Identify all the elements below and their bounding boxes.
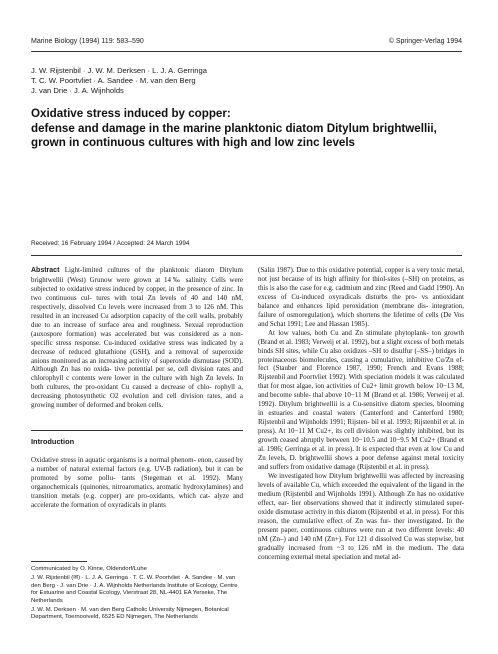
- author-line: J. van Drie · J. A. Wijnholds: [31, 86, 124, 96]
- introduction-body: [31, 456, 243, 510]
- copyright: © Springer-Verlag 1994: [388, 38, 462, 45]
- introduction-paragraph: Oxidative stress in aquatic organisms is a normal phenom- enon, caused by a number of natural external factors (e.g. UV-B radiation), but it can be promoted by some pollu- tants (Stegeman et al. 1992). Many organochemicals (quinones, nitroaromatics, aromatic hydroxylamines) and transition metals (e.g. copper) are pro-oxidants, which cat- alyze and accelerate the formation of oxyradicals in plants: [31, 456, 244, 509]
- affiliation-nioo: J. W. Rijstenbil (✉) · L. J. A. Gerringa · T. C. W. Poortvliet · A. Sandee · M. van den Berg · J. van Drie · J. A. Wijnholds Netherlands Institute of Ecology, Centre for Estuarine and Coastal Ecology, Vierstraat 28, NL-4401 EA Yerseke, The Netherlands: [31, 575, 238, 604]
- abstract-text: Abstract Light-limited cultures of the planktonic diatom Ditylum brightwellii (West) Grunow were grown at 14‰ salinity. Cells were subjected to oxidative stress induced by copper, in the presence of zinc. In two continuous cul- tures with total Zn levels of 40 and 140 nM, respectively, dissolved Cu levels were increased from 3 to 126 nM. This resulted in an increased Cu adsorption capacity of the cell walls, probably due to an increase of surface area and roughness. Sexual reproduction (auxospore formation) was accelerated but was considered as a non-specific stress response. Cu-induced oxidative stress was indicated by a decrease of reduced glutathione (GSH), and a removal of superoxide anions monitored as an increasing activity of superoxide dismutase (SOD). Although Zn has no oxida- tive potential per se, cell division rates and chlorophyll c contents were lower in the culture with high Zn levels. In both cultures, the pro-oxidant Cu caused a decrease of chlo- rophyll a, decreasing photosynthetic O2 evolution and cell division rates, and a growing number of deformed and broken cells.: [31, 266, 244, 410]
- communicated-by: Communicated by O. Kinne, Oldendorf/Luhe: [31, 566, 147, 572]
- header-rule: [31, 51, 462, 52]
- title-line: defense and damage in the marine planktonic diatom Ditylum brightwellii,: [31, 121, 437, 135]
- journal-citation: Marine Biology (1994) 119: 583–590: [31, 38, 144, 45]
- title-line: Oxidative stress induced by copper:: [31, 107, 231, 120]
- right-column: [258, 266, 464, 561]
- abstract-label: Abstract: [31, 267, 60, 274]
- article-title: [31, 107, 471, 151]
- affiliation-nijmegen: J. W. M. Derksen · M. van den Berg Catholic University Nijmegen, Botanical Department, Toernooiveld, 6525 ED Nijmegen, The Netherlands: [31, 607, 229, 621]
- right-paragraph-3: We investigated how Ditylum brightwellii was affected by increasing levels of available Cu, which exceeded the equivalent of the ligand in the medium (Rijstenbil and Wijnholds 1991). Although Zn has no oxidative effect, ear- lier observations showed that it indirectly stimulated super- oxide dismutase activity in this diatom (Rijstenbil et al. in press). For this reason, the cumulative effect of Zn was fur- ther investigated. In the present paper, continuous cultures were run at two different levels: 40 nM (Zn–) and 140 nM (Zn+). For 121 d dissolved Cu was stepwise, but gradually increased from ~3 to 126 nM in the medium. The data concerning external metal speciation and metal ad-: [258, 471, 465, 561]
- introduction-heading: Introduction: [31, 437, 75, 446]
- author-line: J. W. Rijstenbil · J. W. M. Derksen · L. J. A. Gerringa: [31, 66, 207, 75]
- abstract: [31, 266, 243, 410]
- author-line: T. C. W. Poortvliet · A. Sandee · M. van den Berg: [31, 76, 196, 86]
- received-dates: Received: 16 February 1994 / Accepted: 24 March 1994: [31, 240, 190, 247]
- author-list: [31, 66, 207, 97]
- abstract-rule: [31, 255, 462, 256]
- title-line: grown in continuous cultures with high and low zinc levels: [31, 136, 356, 150]
- footnotes: [31, 566, 243, 624]
- right-paragraph-2: At low values, both Cu and Zn stimulate phytoplank- ton growth (Brand et al. 1983; Verweij et al. 1992), but a slight excess of both metals binds SH sites, while Cu also oxidizes –SH to disulfur (–SS–) bridges in proteinaceous biomolecules, causing a cumulative, inhibitive Cu/Zn ef- fect (Stauber and Florence 1987, 1990; French and Evans 1988; Rijstenbil and Poortvliet 1992). With speciation models it was calculated that for most algae, ion activities of Cu2+ limit growth below 10−13 M, and become suble- thal above 10−11 M (Brand et al. 1986; Verweij et al. 1992). Ditylum brightwellii is a Cu-sensitive diatom species, blooming in estuaries and coastal waters (Canterford and Canterford 1980; Rijstenbil and Wijnholds 1991; Rijsten- bil et al. 1993; Rijstenbil et al. in press). At 10−11 M Cu2+, its cell division was slightly inhibited, but its growth ceased abruptly between 10−10.5 and 10−9.5 M Cu2+ (Brand et al. 1986; Gerringa et al. in press). It is expected that even at low Cu and Zn levels, D. brightwellii shows a poor defense against metal toxicity and suffers from oxidative damage (Rijstenbil et al. in press).: [258, 328, 465, 471]
- introduction-rule: [31, 430, 243, 431]
- footnote-rule: [31, 561, 87, 562]
- right-paragraph-1: (Salin 1987). Due to this oxidative potential, copper is a very toxic metal, not just because of its high affinity for thiol-sites (–SH) on proteins, as this is also the case for e.g. cadmium and zinc (Reed and Gadd 1990). An excess of Cu-induced oxyradicals disturbs the pro- vs antioxidant balance and enhances lipid peroxidation (membrane dis- integration, failure of osmoregulation), which shortens the lifetime of cells (De Vos and Schat 1991; Lee and Hassan 1985).: [258, 266, 465, 328]
